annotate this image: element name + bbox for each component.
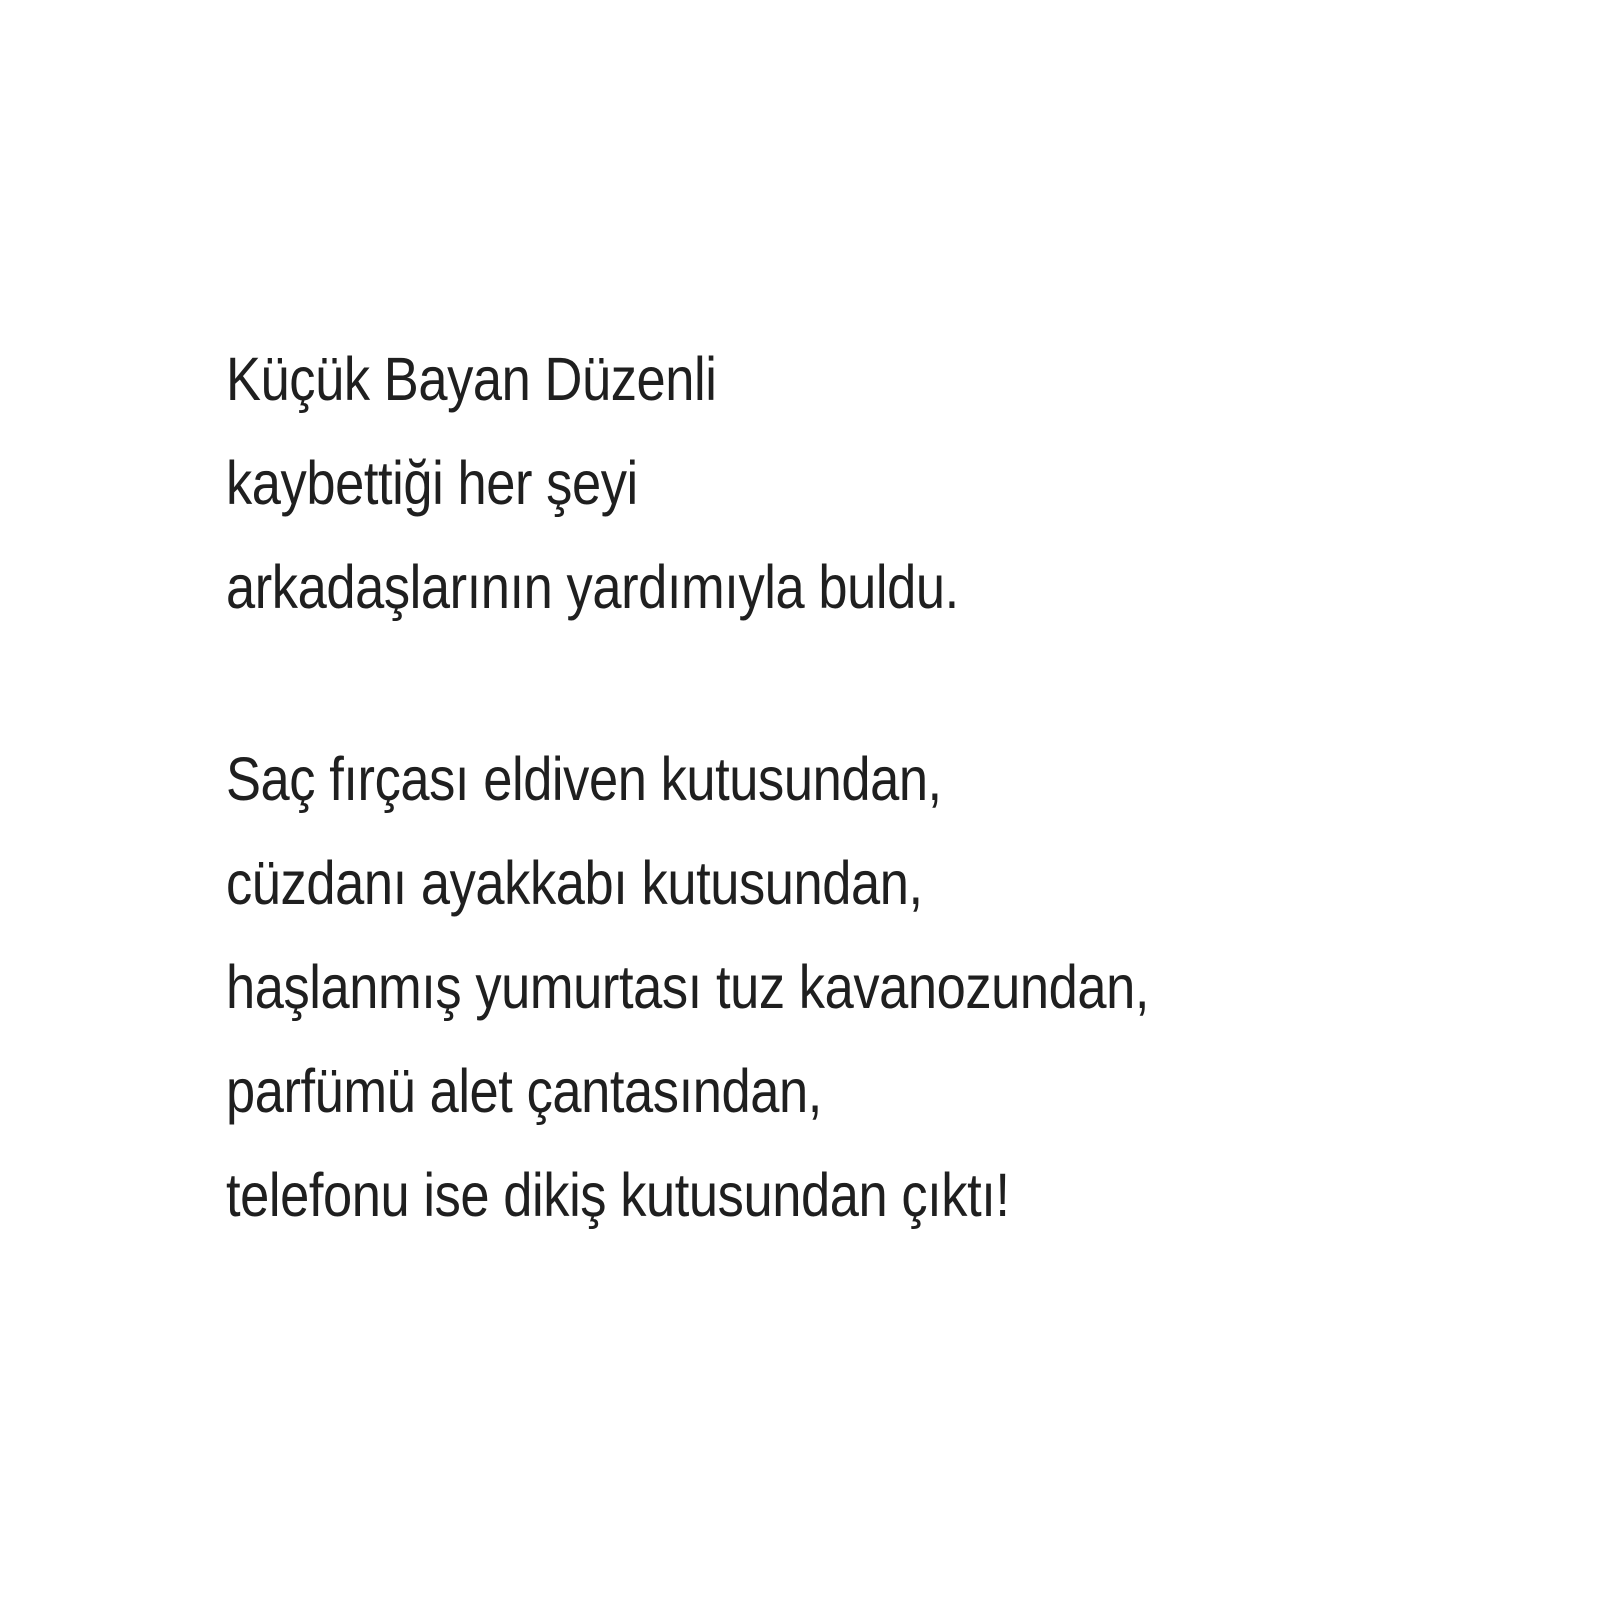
text-line: telefonu ise dikiş kutusundan çıktı!	[226, 1161, 1010, 1229]
text-line: Küçük Bayan Düzenli	[226, 345, 717, 413]
text-line: arkadaşlarının yardımıyla buldu.	[226, 553, 959, 621]
stanza-1	[226, 327, 1301, 639]
text-line: Saç fırçası eldiven kutusundan,	[226, 745, 942, 813]
text-line: kaybettiği her şeyi	[226, 449, 638, 517]
book-page	[226, 327, 1476, 1247]
text-line: haşlanmış yumurtası tuz kavanozundan,	[226, 953, 1150, 1021]
stanza-2	[226, 727, 1301, 1247]
text-line: parfümü alet çantasından,	[226, 1057, 822, 1125]
text-line: cüzdanı ayakkabı kutusundan,	[226, 849, 923, 917]
